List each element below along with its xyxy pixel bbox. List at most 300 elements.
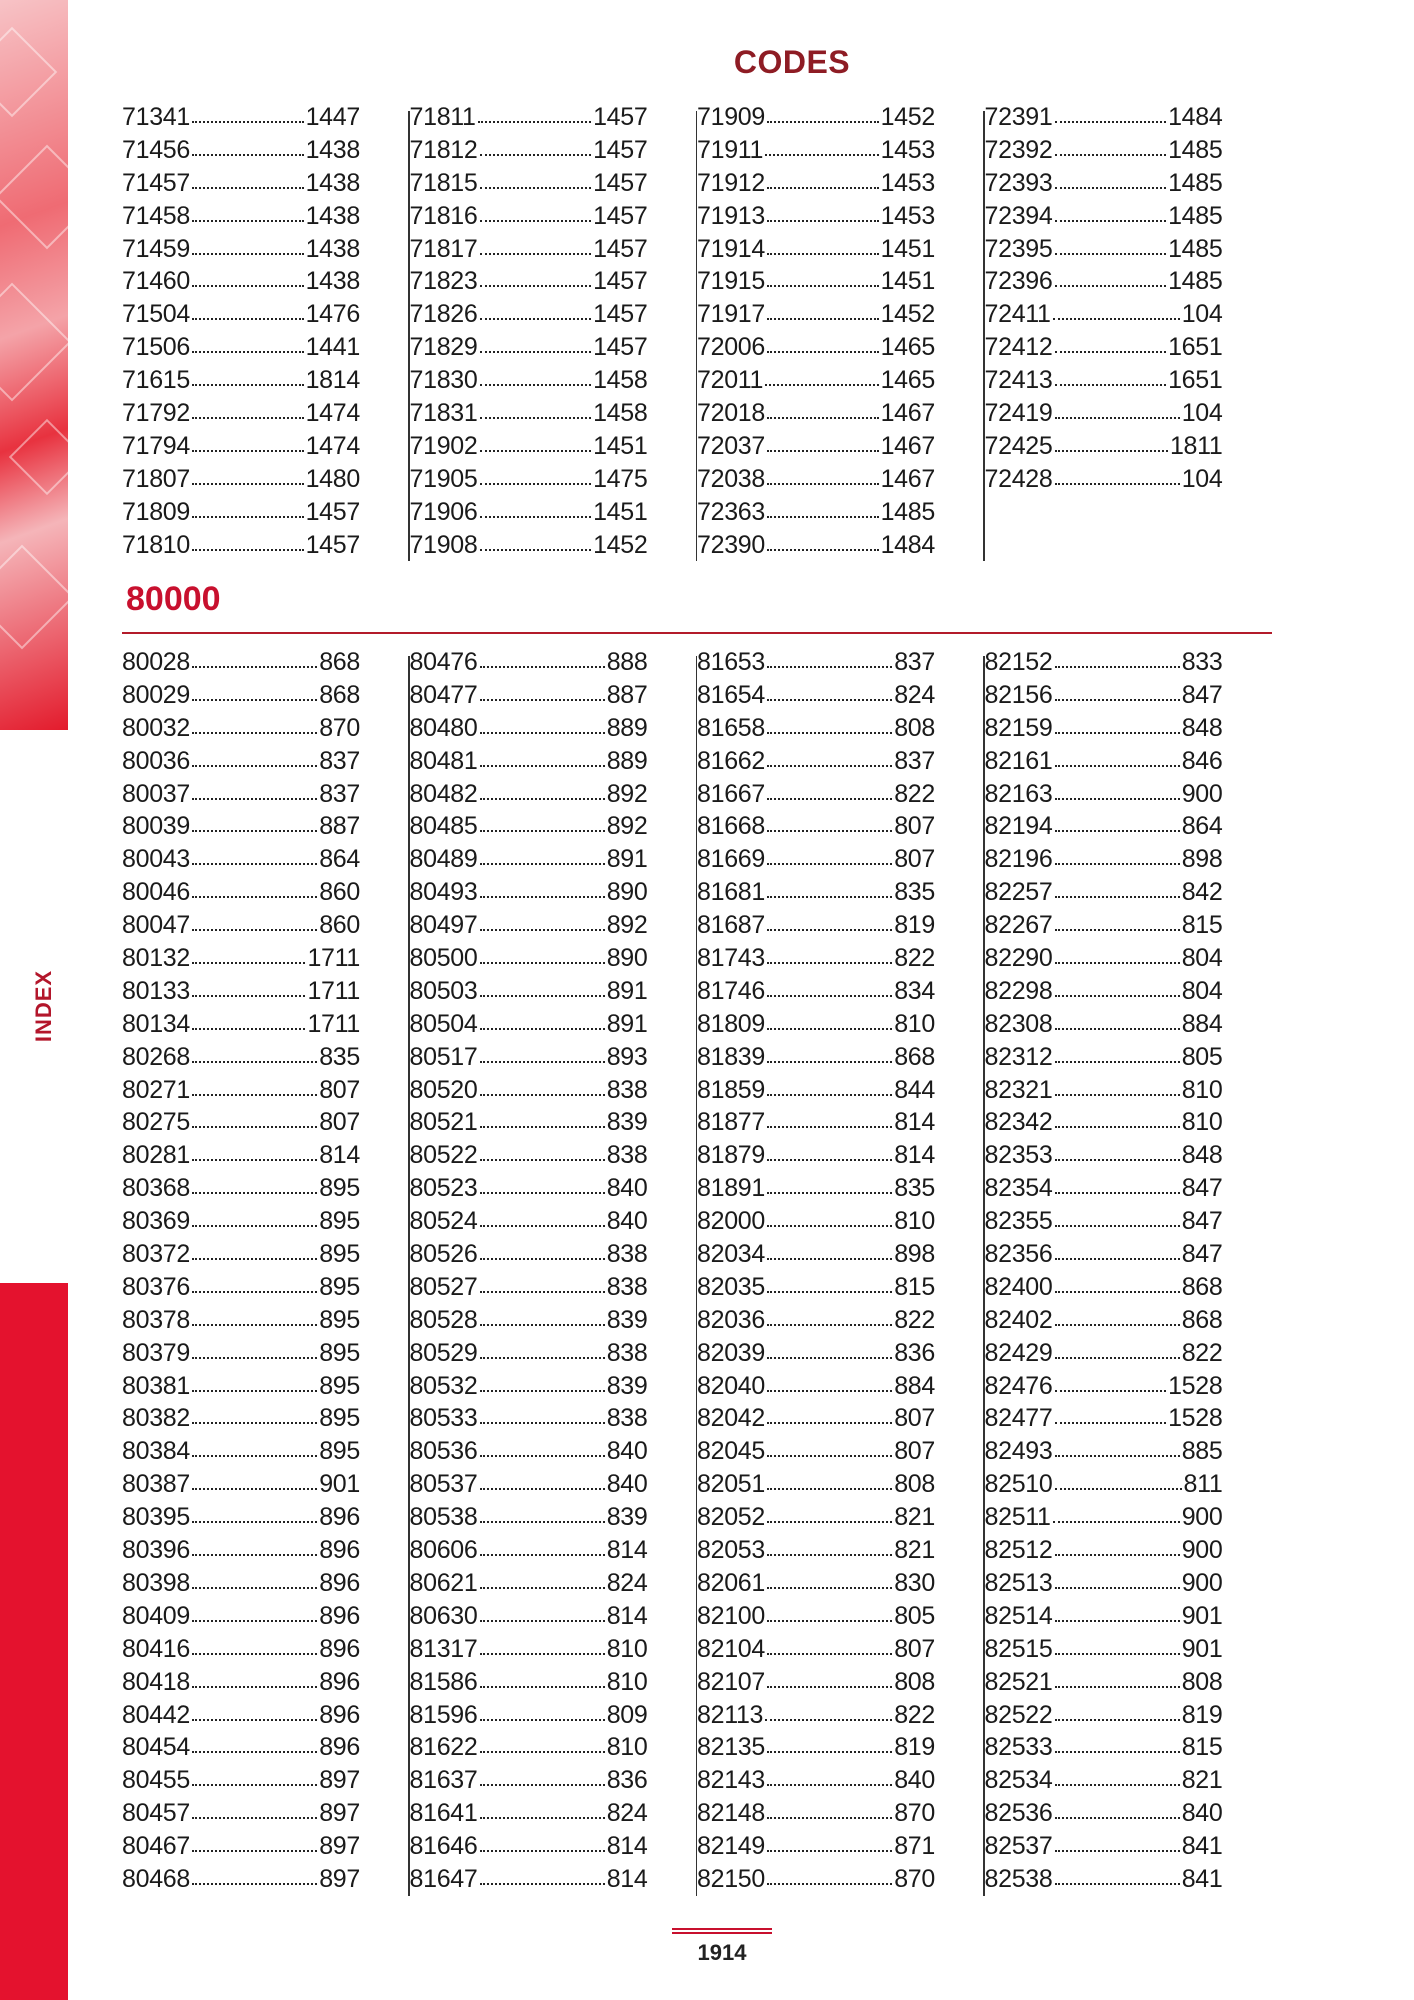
entry-page: 805 bbox=[1181, 1042, 1223, 1071]
dot-leader bbox=[1055, 1877, 1180, 1885]
index-entry bbox=[697, 298, 935, 331]
entry-page: 898 bbox=[894, 1240, 935, 1269]
entry-code: 71810 bbox=[122, 530, 191, 559]
entry-page: 1438 bbox=[305, 135, 360, 164]
entry-page: 896 bbox=[319, 1503, 360, 1532]
entry-code: 72419 bbox=[984, 399, 1053, 428]
dot-leader bbox=[1055, 345, 1167, 353]
entry-page: 1474 bbox=[305, 399, 360, 428]
entry-page: 864 bbox=[1181, 812, 1223, 841]
entry-page: 1485 bbox=[1168, 267, 1223, 296]
dot-leader bbox=[480, 890, 605, 898]
entry-code: 71460 bbox=[122, 267, 191, 296]
entry-page: 1711 bbox=[307, 976, 360, 1005]
entry-code: 80504 bbox=[409, 1009, 478, 1038]
entry-page: 805 bbox=[894, 1601, 935, 1630]
entry-code: 80455 bbox=[122, 1766, 191, 1795]
entry-code: 80134 bbox=[122, 1009, 191, 1038]
entry-page: 1457 bbox=[593, 333, 648, 362]
index-entry bbox=[122, 1402, 360, 1435]
dot-leader bbox=[480, 1088, 605, 1096]
entry-code: 81662 bbox=[697, 746, 766, 775]
entry-page: 1438 bbox=[305, 201, 360, 230]
index-entry bbox=[985, 1633, 1223, 1666]
dot-leader bbox=[767, 1318, 892, 1326]
entry-code: 81877 bbox=[697, 1108, 766, 1137]
index-side-label: INDEX bbox=[31, 969, 56, 1043]
entry-code: 71917 bbox=[697, 300, 766, 329]
dot-leader bbox=[1055, 1680, 1180, 1688]
entry-code: 82536 bbox=[984, 1799, 1053, 1828]
dot-leader bbox=[767, 1778, 892, 1786]
index-entry bbox=[122, 1172, 360, 1205]
entry-code: 82156 bbox=[984, 680, 1053, 709]
index-entry bbox=[122, 463, 360, 496]
entry-page: 814 bbox=[606, 1536, 648, 1565]
entry-code: 82308 bbox=[984, 1009, 1053, 1038]
dot-leader bbox=[480, 824, 605, 832]
dot-leader bbox=[192, 1219, 317, 1227]
entry-code: 80372 bbox=[122, 1240, 191, 1269]
entry-page: 839 bbox=[606, 1371, 648, 1400]
entry-code: 71812 bbox=[409, 135, 478, 164]
entry-code: 71794 bbox=[122, 431, 191, 460]
decorative-strip-bottom bbox=[0, 1283, 68, 2000]
entry-page: 1467 bbox=[880, 399, 935, 428]
dot-leader bbox=[767, 1120, 892, 1128]
entry-page: 884 bbox=[894, 1371, 935, 1400]
entry-page: 821 bbox=[1181, 1766, 1223, 1795]
index-entry bbox=[122, 1567, 360, 1600]
dot-leader bbox=[480, 148, 592, 156]
index-entry bbox=[985, 1106, 1223, 1139]
entry-code: 82135 bbox=[697, 1733, 766, 1762]
entry-code: 80532 bbox=[409, 1371, 478, 1400]
entry-page: 884 bbox=[1181, 1009, 1223, 1038]
entry-page: 842 bbox=[1181, 878, 1223, 907]
entry-page: 814 bbox=[606, 1832, 648, 1861]
entry-page: 1485 bbox=[1168, 135, 1223, 164]
entry-code: 81653 bbox=[697, 648, 766, 676]
dot-leader bbox=[1055, 378, 1167, 386]
entry-page: 895 bbox=[319, 1174, 360, 1203]
dot-leader bbox=[480, 1877, 605, 1885]
entry-code: 82356 bbox=[984, 1240, 1053, 1269]
index-entry bbox=[410, 810, 648, 843]
index-entry bbox=[410, 1337, 648, 1370]
entry-code: 80482 bbox=[409, 779, 478, 808]
index-entry bbox=[410, 1271, 648, 1304]
dot-leader bbox=[192, 1844, 317, 1852]
entry-code: 80395 bbox=[122, 1503, 191, 1532]
index-entry bbox=[122, 1764, 360, 1797]
dot-leader bbox=[480, 411, 592, 419]
dot-leader bbox=[192, 1713, 317, 1721]
entry-page: 810 bbox=[1181, 1108, 1223, 1137]
entry-page: 871 bbox=[894, 1832, 935, 1861]
dot-leader bbox=[767, 510, 879, 518]
entry-page: 840 bbox=[1181, 1799, 1223, 1828]
entry-page: 1453 bbox=[880, 168, 935, 197]
index-entry bbox=[122, 233, 360, 266]
entry-code: 82400 bbox=[984, 1272, 1053, 1301]
entry-code: 80500 bbox=[409, 944, 478, 973]
entry-page: 833 bbox=[1181, 648, 1223, 676]
entry-code: 80467 bbox=[122, 1832, 191, 1861]
entry-page: 1453 bbox=[880, 201, 935, 230]
entry-code: 82100 bbox=[697, 1601, 766, 1630]
dot-leader bbox=[1055, 1713, 1180, 1721]
index-entry bbox=[985, 843, 1223, 876]
entry-code: 81646 bbox=[409, 1832, 478, 1861]
entry-code: 80529 bbox=[409, 1338, 478, 1367]
entry-page: 838 bbox=[606, 1141, 648, 1170]
index-entry bbox=[697, 496, 935, 529]
dot-leader bbox=[1055, 759, 1180, 767]
entry-code: 82161 bbox=[984, 746, 1053, 775]
dot-leader bbox=[767, 1515, 892, 1523]
entry-code: 81622 bbox=[409, 1733, 478, 1762]
dot-leader bbox=[480, 989, 605, 997]
entry-code: 80477 bbox=[409, 680, 478, 709]
entry-code: 82354 bbox=[984, 1174, 1053, 1203]
entry-code: 80468 bbox=[122, 1864, 191, 1893]
dot-leader bbox=[767, 1877, 892, 1885]
entry-code: 82107 bbox=[697, 1667, 766, 1696]
entry-code: 80396 bbox=[122, 1536, 191, 1565]
entry-page: 1485 bbox=[880, 497, 935, 526]
entry-code: 82045 bbox=[697, 1437, 766, 1466]
dot-leader bbox=[192, 1548, 317, 1556]
dot-leader bbox=[767, 312, 879, 320]
dot-leader bbox=[192, 1055, 317, 1063]
entry-code: 82298 bbox=[984, 976, 1053, 1005]
dot-leader bbox=[192, 1285, 317, 1293]
index-entry bbox=[410, 233, 648, 266]
entry-code: 80409 bbox=[122, 1601, 191, 1630]
index-entry bbox=[410, 1106, 648, 1139]
index-entry bbox=[697, 1567, 935, 1600]
entry-page: 860 bbox=[319, 878, 360, 907]
entry-page: 819 bbox=[894, 1733, 935, 1762]
entry-page: 1485 bbox=[1168, 234, 1223, 263]
dot-leader bbox=[1055, 1548, 1180, 1556]
index-entry bbox=[410, 167, 648, 200]
entry-code: 80046 bbox=[122, 878, 191, 907]
dot-leader bbox=[765, 378, 878, 386]
index-entry bbox=[697, 265, 935, 298]
index-entry bbox=[697, 745, 935, 778]
index-entry bbox=[122, 1238, 360, 1271]
index-entry bbox=[410, 200, 648, 233]
entry-code: 80538 bbox=[409, 1503, 478, 1532]
index-entry bbox=[697, 876, 935, 909]
entry-page: 838 bbox=[606, 1240, 648, 1269]
dot-leader bbox=[192, 792, 317, 800]
entry-page: 814 bbox=[606, 1864, 648, 1893]
entry-code: 82515 bbox=[984, 1634, 1053, 1663]
entry-page: 815 bbox=[894, 1272, 935, 1301]
index-entry bbox=[410, 942, 648, 975]
entry-code: 82342 bbox=[984, 1108, 1053, 1137]
index-column bbox=[122, 646, 410, 1896]
entry-code: 82521 bbox=[984, 1667, 1053, 1696]
dot-leader bbox=[192, 1778, 317, 1786]
entry-page: 896 bbox=[319, 1667, 360, 1696]
entry-code: 71823 bbox=[409, 267, 478, 296]
index-entry bbox=[122, 1435, 360, 1468]
index-entry bbox=[410, 1567, 648, 1600]
dot-leader bbox=[1055, 1252, 1180, 1260]
entry-page: 891 bbox=[606, 845, 648, 874]
entry-code: 82152 bbox=[984, 648, 1053, 676]
dot-leader bbox=[1055, 1088, 1180, 1096]
entry-page: 868 bbox=[1181, 1305, 1223, 1334]
dot-leader bbox=[1055, 890, 1180, 898]
index-entry bbox=[410, 1205, 648, 1238]
index-entry bbox=[985, 778, 1223, 811]
entry-page: 870 bbox=[894, 1799, 935, 1828]
index-entry bbox=[410, 1139, 648, 1172]
index-column bbox=[122, 101, 410, 561]
dot-leader bbox=[480, 693, 605, 701]
top-index-columns bbox=[122, 101, 1272, 561]
entry-code: 80497 bbox=[409, 911, 478, 940]
entry-page: 835 bbox=[894, 878, 935, 907]
index-entry bbox=[122, 679, 360, 712]
index-entry bbox=[985, 712, 1223, 745]
index-entry bbox=[122, 397, 360, 430]
entry-page: 847 bbox=[1181, 1207, 1223, 1236]
index-entry bbox=[985, 1238, 1223, 1271]
entry-code: 82522 bbox=[984, 1700, 1053, 1729]
dot-leader bbox=[480, 1219, 605, 1227]
dot-leader bbox=[480, 1153, 605, 1161]
dot-leader bbox=[767, 1022, 892, 1030]
dot-leader bbox=[192, 378, 304, 386]
entry-page: 837 bbox=[894, 648, 935, 676]
dot-leader bbox=[192, 693, 317, 701]
index-entry bbox=[410, 265, 648, 298]
entry-page: 868 bbox=[319, 680, 360, 709]
entry-page: 1457 bbox=[593, 234, 648, 263]
index-entry bbox=[410, 496, 648, 529]
entry-page: 824 bbox=[894, 680, 935, 709]
entry-code: 80536 bbox=[409, 1437, 478, 1466]
entry-page: 846 bbox=[1181, 746, 1223, 775]
entry-page: 848 bbox=[1181, 1141, 1223, 1170]
entry-page: 1651 bbox=[1168, 333, 1223, 362]
entry-page: 895 bbox=[319, 1437, 360, 1466]
entry-code: 82290 bbox=[984, 944, 1053, 973]
entry-code: 82150 bbox=[697, 1864, 766, 1893]
dot-leader bbox=[192, 1252, 317, 1260]
dot-leader bbox=[192, 759, 317, 767]
dot-leader bbox=[1055, 726, 1180, 734]
dot-leader bbox=[1055, 115, 1167, 123]
index-entry bbox=[122, 529, 360, 562]
dot-leader bbox=[767, 444, 879, 452]
dot-leader bbox=[480, 1252, 605, 1260]
dot-leader bbox=[192, 1153, 317, 1161]
entry-code: 80387 bbox=[122, 1470, 191, 1499]
entry-page: 1457 bbox=[593, 168, 648, 197]
index-entry bbox=[410, 101, 648, 134]
index-entry bbox=[122, 646, 360, 679]
entry-code: 72395 bbox=[984, 234, 1053, 263]
index-entry bbox=[697, 1304, 935, 1337]
dot-leader bbox=[767, 824, 892, 832]
index-entry bbox=[410, 1304, 648, 1337]
entry-page: 104 bbox=[1181, 300, 1223, 329]
entry-page: 1465 bbox=[880, 333, 935, 362]
entry-code: 80032 bbox=[122, 713, 191, 742]
dot-leader bbox=[480, 956, 605, 964]
entry-code: 82513 bbox=[984, 1568, 1053, 1597]
index-entry bbox=[122, 1337, 360, 1370]
entry-page: 895 bbox=[319, 1272, 360, 1301]
index-entry bbox=[985, 1863, 1223, 1896]
dot-leader bbox=[480, 510, 592, 518]
dot-leader bbox=[767, 1219, 892, 1227]
dot-leader bbox=[1055, 444, 1168, 452]
entry-code: 82149 bbox=[697, 1832, 766, 1861]
dot-leader bbox=[480, 378, 592, 386]
entry-page: 895 bbox=[319, 1207, 360, 1236]
dot-leader bbox=[767, 726, 892, 734]
dot-leader bbox=[192, 1745, 317, 1753]
index-entry bbox=[410, 1534, 648, 1567]
entry-code: 80476 bbox=[409, 648, 478, 676]
entry-code: 80521 bbox=[409, 1108, 478, 1137]
dot-leader bbox=[767, 1252, 892, 1260]
dot-leader bbox=[192, 247, 304, 255]
entry-page: 824 bbox=[606, 1799, 648, 1828]
index-entry bbox=[985, 1304, 1223, 1337]
entry-page: 1814 bbox=[305, 366, 360, 395]
entry-code: 80524 bbox=[409, 1207, 478, 1236]
entry-page: 847 bbox=[1181, 1240, 1223, 1269]
entry-page: 815 bbox=[1181, 1733, 1223, 1762]
entry-code: 82402 bbox=[984, 1305, 1053, 1334]
dot-leader bbox=[480, 1022, 605, 1030]
entry-code: 72390 bbox=[697, 530, 766, 559]
entry-page: 1438 bbox=[305, 168, 360, 197]
entry-page: 1484 bbox=[880, 530, 935, 559]
entry-code: 71911 bbox=[697, 135, 764, 164]
dot-leader bbox=[192, 857, 317, 865]
entry-page: 868 bbox=[1181, 1272, 1223, 1301]
entry-code: 82052 bbox=[697, 1503, 766, 1532]
dot-leader bbox=[1055, 247, 1167, 255]
entry-page: 837 bbox=[319, 779, 360, 808]
entry-page: 891 bbox=[606, 1009, 648, 1038]
dot-leader bbox=[480, 477, 592, 485]
entry-code: 80416 bbox=[122, 1634, 191, 1663]
dot-leader bbox=[767, 1449, 892, 1457]
entry-code: 81658 bbox=[697, 713, 766, 742]
entry-page: 1474 bbox=[305, 431, 360, 460]
entry-code: 82476 bbox=[984, 1371, 1053, 1400]
entry-code: 81317 bbox=[409, 1634, 478, 1663]
index-entry bbox=[697, 1106, 935, 1139]
index-entry bbox=[410, 1699, 648, 1732]
dot-leader bbox=[192, 345, 304, 353]
index-entry bbox=[697, 646, 935, 679]
entry-page: 892 bbox=[606, 812, 648, 841]
entry-code: 81654 bbox=[697, 680, 766, 709]
dot-leader bbox=[767, 1482, 892, 1490]
dot-leader bbox=[192, 1581, 317, 1589]
index-entry bbox=[122, 1468, 360, 1501]
entry-code: 80378 bbox=[122, 1305, 191, 1334]
entry-code: 72428 bbox=[984, 464, 1053, 493]
entry-code: 72018 bbox=[697, 399, 766, 428]
index-entry bbox=[697, 1633, 935, 1666]
index-entry bbox=[697, 101, 935, 134]
dot-leader bbox=[1055, 792, 1180, 800]
entry-code: 71456 bbox=[122, 135, 191, 164]
index-entry bbox=[697, 1731, 935, 1764]
entry-code: 72037 bbox=[697, 431, 766, 460]
dot-leader bbox=[1055, 1844, 1180, 1852]
entry-code: 81669 bbox=[697, 845, 766, 874]
dot-leader bbox=[480, 345, 592, 353]
entry-page: 838 bbox=[606, 1272, 648, 1301]
entry-page: 868 bbox=[894, 1042, 935, 1071]
entry-code: 82493 bbox=[984, 1437, 1053, 1466]
index-entry bbox=[410, 1501, 648, 1534]
entry-code: 72392 bbox=[984, 135, 1053, 164]
entry-page: 839 bbox=[606, 1503, 648, 1532]
entry-code: 82429 bbox=[984, 1338, 1053, 1367]
dot-leader bbox=[192, 148, 304, 156]
entry-code: 72038 bbox=[697, 464, 766, 493]
entry-code: 82312 bbox=[984, 1042, 1053, 1071]
entry-code: 81641 bbox=[409, 1799, 478, 1828]
entry-page: 893 bbox=[606, 1042, 648, 1071]
dot-leader bbox=[767, 857, 892, 865]
entry-code: 82163 bbox=[984, 779, 1053, 808]
dot-leader bbox=[480, 1515, 605, 1523]
dot-leader bbox=[1055, 660, 1180, 668]
index-entry bbox=[985, 909, 1223, 942]
index-entry bbox=[410, 975, 648, 1008]
dot-leader bbox=[192, 543, 304, 551]
index-entry bbox=[410, 397, 648, 430]
index-entry bbox=[697, 529, 935, 562]
entry-page: 870 bbox=[894, 1864, 935, 1893]
entry-page: 895 bbox=[319, 1240, 360, 1269]
entry-page: 1457 bbox=[593, 135, 648, 164]
dot-leader bbox=[480, 279, 592, 287]
index-entry bbox=[985, 265, 1223, 298]
dot-leader bbox=[480, 181, 592, 189]
entry-page: 896 bbox=[319, 1568, 360, 1597]
entry-code: 80503 bbox=[409, 976, 478, 1005]
dot-leader bbox=[767, 660, 892, 668]
entry-code: 82353 bbox=[984, 1141, 1053, 1170]
entry-page: 885 bbox=[1181, 1437, 1223, 1466]
index-entry bbox=[122, 1666, 360, 1699]
dot-leader bbox=[767, 1614, 892, 1622]
entry-page: 1811 bbox=[1169, 431, 1223, 460]
section-title: 80000 bbox=[126, 580, 221, 618]
dot-leader bbox=[480, 1055, 605, 1063]
dot-leader bbox=[1055, 1285, 1180, 1293]
dot-leader bbox=[1055, 279, 1167, 287]
index-entry bbox=[697, 1008, 935, 1041]
